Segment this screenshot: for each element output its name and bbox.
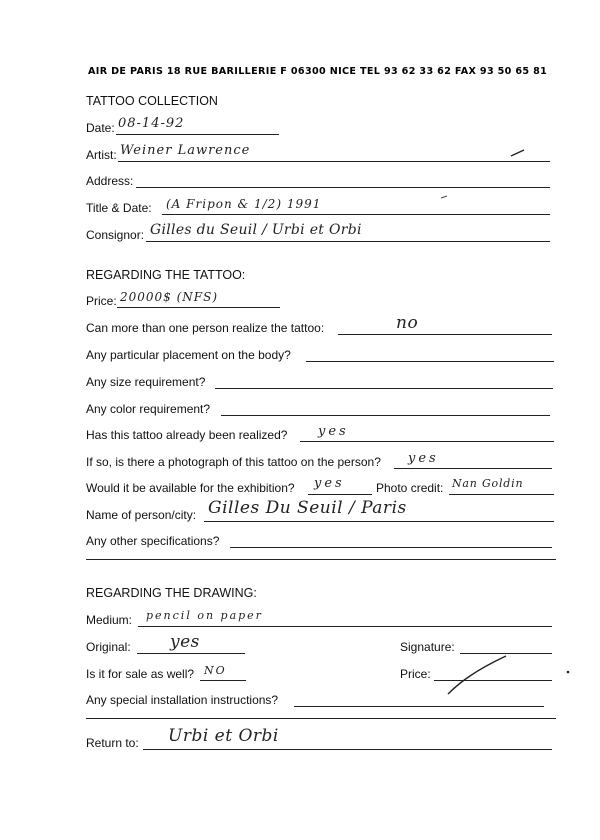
more-than-one-label: Can more than one person realize the tattoo: bbox=[86, 321, 325, 335]
realized-value: yes bbox=[318, 424, 349, 439]
date-label: Date: bbox=[86, 121, 115, 135]
color-label: Any color requirement? bbox=[86, 402, 211, 416]
size-label: Any size requirement? bbox=[86, 375, 206, 389]
medium-value: pencil on paper bbox=[146, 609, 263, 622]
address-label: Address: bbox=[86, 174, 134, 188]
more-than-one-field-line[interactable] bbox=[338, 334, 552, 335]
date-field-line[interactable] bbox=[116, 134, 279, 135]
exhibition-field-line[interactable] bbox=[308, 494, 372, 495]
photo-credit-label: Photo credit: bbox=[376, 481, 444, 495]
installation-extra-line[interactable] bbox=[86, 718, 556, 719]
photo-value: yes bbox=[408, 451, 439, 466]
return-to-field-line[interactable] bbox=[143, 749, 552, 750]
person-city-value: Gilles Du Seuil / Paris bbox=[208, 498, 407, 518]
exhibition-value: yes bbox=[314, 476, 345, 491]
tick-mark bbox=[510, 148, 526, 158]
photo-field-line[interactable] bbox=[394, 468, 552, 469]
size-field-line[interactable] bbox=[215, 388, 553, 389]
stray-mark bbox=[440, 194, 450, 200]
photo-credit-field-line[interactable] bbox=[449, 494, 554, 495]
original-field-line[interactable] bbox=[137, 653, 245, 654]
more-than-one-value: no bbox=[396, 313, 419, 333]
letterhead: AIR DE PARIS 18 RUE BARILLERIE F 06300 NICE TEL 93 62 33 62 FAX 93 50 65 81 bbox=[88, 66, 548, 77]
drawing-price-label: Price: bbox=[400, 667, 431, 681]
photo-credit-value: Nan Goldin bbox=[452, 477, 524, 490]
original-label: Original: bbox=[86, 640, 131, 654]
artist-label: Artist: bbox=[86, 148, 117, 162]
address-field-line[interactable] bbox=[136, 187, 550, 188]
for-sale-value: NO bbox=[204, 664, 227, 677]
medium-field-line[interactable] bbox=[138, 626, 552, 627]
placement-label: Any particular placement on the body? bbox=[86, 348, 291, 362]
return-to-label: Return to: bbox=[86, 736, 139, 750]
tattoo-price-label: Price: bbox=[86, 294, 117, 308]
title-date-label: Title & Date: bbox=[86, 201, 152, 215]
tattoo-price-value: 20000$ (NFS) bbox=[120, 290, 219, 304]
realized-label: Has this tattoo already been realized? bbox=[86, 428, 288, 442]
other-specs-extra-line[interactable] bbox=[86, 559, 556, 560]
tattoo-price-field-line[interactable] bbox=[117, 307, 280, 308]
return-to-value: Urbi et Orbi bbox=[168, 726, 279, 746]
consignor-value: Gilles du Seuil / Urbi et Orbi bbox=[150, 222, 362, 238]
drawing-section-heading: REGARDING THE DRAWING: bbox=[86, 586, 257, 600]
tattoo-section-heading: REGARDING THE TATTOO: bbox=[86, 268, 246, 282]
consignor-field-line[interactable] bbox=[146, 241, 550, 242]
color-field-line[interactable] bbox=[221, 415, 550, 416]
signature-label: Signature: bbox=[400, 640, 455, 654]
photo-label: If so, is there a photograph of this tattoo on the person? bbox=[86, 455, 381, 469]
realized-field-line[interactable] bbox=[300, 441, 554, 442]
title-date-field-line[interactable] bbox=[162, 214, 550, 215]
installation-field-line[interactable] bbox=[294, 706, 544, 707]
artist-field-line[interactable] bbox=[118, 161, 550, 162]
form-title: TATTOO COLLECTION bbox=[86, 94, 218, 108]
placement-field-line[interactable] bbox=[306, 361, 554, 362]
person-city-field-line[interactable] bbox=[204, 521, 554, 522]
consignor-label: Consignor: bbox=[86, 228, 145, 242]
other-specs-field-line[interactable] bbox=[230, 547, 552, 548]
for-sale-field-line[interactable] bbox=[200, 680, 246, 681]
installation-label: Any special installation instructions? bbox=[86, 693, 279, 707]
for-sale-label: Is it for sale as well? bbox=[86, 667, 195, 681]
other-specs-label: Any other specifications? bbox=[86, 534, 220, 548]
price-strike-mark bbox=[446, 652, 510, 698]
person-city-label: Name of person/city: bbox=[86, 508, 197, 522]
title-date-value: (A Fripon & 1/2) 1991 bbox=[166, 197, 322, 211]
date-value: 08-14-92 bbox=[118, 116, 185, 131]
original-value: yes bbox=[170, 632, 200, 652]
stray-dot bbox=[566, 670, 572, 676]
artist-value: Weiner Lawrence bbox=[120, 143, 251, 158]
exhibition-label: Would it be available for the exhibition? bbox=[86, 481, 295, 495]
medium-label: Medium: bbox=[86, 613, 133, 627]
